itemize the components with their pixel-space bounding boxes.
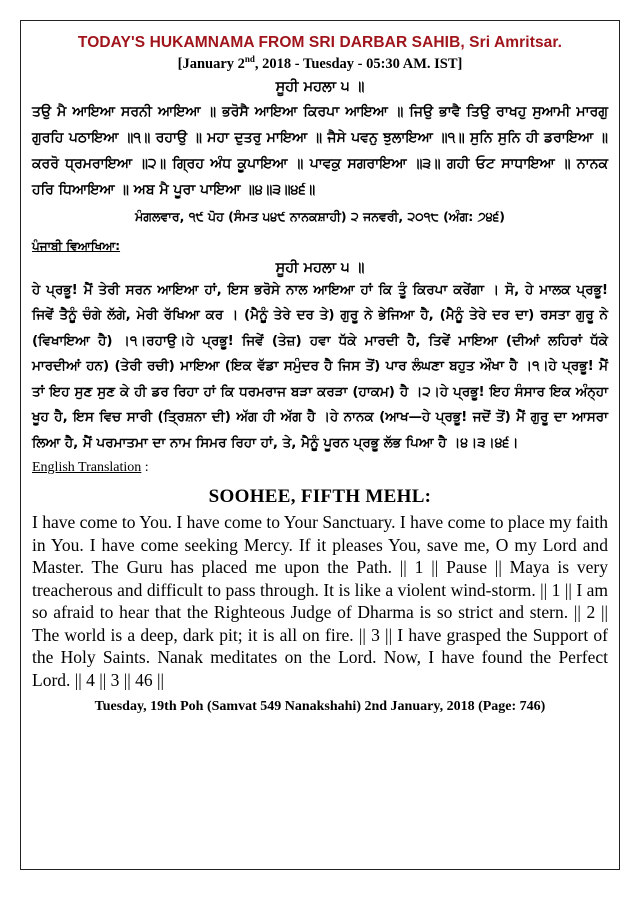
punjabi-explanation-body: ਹੇ ਪ੍ਰਭੂ! ਮੈਂ ਤੇਰੀ ਸਰਨ ਆਇਆ ਹਾਂ, ਇਸ ਭਰੋਸੇ ਨਾਲ ਆਇਆ ਹਾਂ ਕਿ ਤੂੰ ਕਿਰਪਾ ਕਰੇਂਗਾ । ਸੋ, ਹੇ ਮਾਲਕ ਪ੍ਰਭੂ! ਜਿਵੇਂ ਤੈਨੂੰ ਚੰਗੇ ਲੱਗੇ, ਮੇਰੀ ਰੱਖਿਆ ਕਰ । (ਮੈਨੂੰ ਤੇਰੇ ਦਰ ਤੇ) ਗੁਰੂ ਨੇ ਭੇਜਿਆ ਹੈ, (ਮੈਨੂੰ ਤੇਰੇ ਦਰ ਦਾ) ਰਸਤਾ ਗੁਰੂ ਨੇ (ਵਿਖਾਇਆ ਹੈ) ।੧।ਰਹਾਉ।ਹੇ ਪ੍ਰਭੂ! ਜਿਵੇਂ (ਤੇਜ਼) ਹਵਾ ਧੱਕੇ ਮਾਰਦੀ ਹੈ, ਤਿਵੇਂ ਮਾਇਆ (ਦੀਆਂ ਲਹਿਰਾਂ ਧੱਕੇ ਮਾਰਦੀਆਂ ਹਨ) (ਤੇਰੀ ਰਚੀ) ਮਾਇਆ (ਇਕ ਵੱਡਾ ਸਮੁੰਦਰ ਹੈ ਜਿਸ ਤੋਂ) ਪਾਰ ਲੰਘਣਾ ਬਹੁਤ ਔਖਾ ਹੈ ।੧।ਹੇ ਪ੍ਰਭੂ! ਮੈਂ ਤਾਂ ਇਹ ਸੁਣ ਸੁਣ ਕੇ ਹੀ ਡਰ ਰਿਹਾ ਹਾਂ ਕਿ ਧਰਮਰਾਜ ਬੜਾ ਕਰੜਾ (ਹਾਕਮ) ਹੈ ।੨।ਹੇ ਪ੍ਰਭੂ! ਇਹ ਸੰਸਾਰ ਇਕ ਅੰਨ੍ਹਾ ਖੂਹ ਹੈ, ਇਸ ਵਿਚ ਸਾਰੀ (ਤ੍ਰਿਸ਼ਨਾ ਦੀ) ਅੱਗ ਹੀ ਅੱਗ ਹੈ ।ਹੇ ਨਾਨਕ (ਆਖ—ਹੇ ਪ੍ਰਭੂ! ਜਦੋਂ ਤੋਂ) ਮੈਂ ਗੁਰੂ ਦਾ ਆਸਰਾ ਲਿਆ ਹੈ, ਮੈਂ ਪਰਮਾਤਮਾ ਦਾ ਨਾਮ ਸਿਮਰ ਰਿਹਾ ਹਾਂ, ਤੇ, ਮੈਨੂੰ ਪੂਰਨ ਪ੍ਰਭੂ ਲੱਭ ਪਿਆ ਹੈ ।੪।੩।੪੬। — [32, 281, 608, 451]
page-title: TODAY'S HUKAMNAMA FROM SRI DARBAR SAHIB, Sri Amritsar. — [77, 34, 563, 51]
punjabi-heading: ਸੂਹੀ ਮਹਲਾ ੫ ॥ — [275, 259, 365, 276]
english-translation-label — [28, 460, 612, 476]
gurmukhi-heading: ਸੂਹੀ ਮਹਲਾ ੫ ॥ — [275, 78, 365, 95]
english-label-suffix: : — [141, 460, 149, 476]
english-translation-body: I have come to You. I have come to Your Sanctuary. I have come to place my faith in You. I have come seeking Mercy. If it pleases You, save me, O my Lord and Master. The Guru has placed me upon the Path. || 1 || Pause || Maya is very treacherous and difficult to pass through. It is like a violent wind-storm. || 1 || I am so afraid to hear that the Righteous Judge of Dharma is so strict and stern. || 2 || The world is a deep, dark pit; it is all on fire. || 3 || I have grasped the Support of the Holy Saints. Nanak meditates on the Lord. Now, I have found the Perfect Lord. || 4 || 3 || 46 || — [32, 512, 608, 690]
footer-date: Tuesday, 19th Poh (Samvat 549 Nanakshahi) 2nd January, 2018 (Page: 746) — [94, 699, 546, 715]
english-heading: SOOHEE, FIFTH MEHL: — [208, 486, 432, 508]
gurmukhi-date-line: ਮੰਗਲਵਾਰ, ੧੯ ਪੋਹ (ਸੰਮਤ ੫੪੯ ਨਾਨਕਸ਼ਾਹੀ) ੨ ਜਨਵਰੀ, ੨੦੧੮ (ਅੰਗ: ੭੪੬) — [135, 208, 505, 224]
punjabi-explanation-label: ਪੰਜਾਬੀ ਵਿਆਖਿਆ: — [32, 238, 121, 253]
gurmukhi-verse: ਤਉ ਮੈ ਆਇਆ ਸਰਨੀ ਆਇਆ ॥ ਭਰੋਸੈ ਆਇਆ ਕਿਰਪਾ ਆਇਆ ॥ ਜਿਉ ਭਾਵੈ ਤਿਉ ਰਾਖਹੁ ਸੁਆਮੀ ਮਾਰਗੁ ਗੁਰਹਿ ਪਠਾਇਆ ॥੧॥ ਰਹਾਉ ॥ ਮਹਾ ਦੁਤਰੁ ਮਾਇਆ ॥ ਜੈਸੇ ਪਵਨੁ ਝੁਲਾਇਆ ॥੧॥ ਸੁਨਿ ਸੁਨਿ ਹੀ ਡਰਾਇਆ ॥ ਕਰਰੋ ਧ੍ਰਮਰਾਇਆ ॥੨॥ ਗ੍ਰਿਹ ਅੰਧ ਕੂਪਾਇਆ ॥ ਪਾਵਕੁ ਸਗਰਾਇਆ ॥੩॥ ਗਹੀ ਓਟ ਸਾਧਾਇਆ ॥ ਨਾਨਕ ਹਰਿ ਧਿਆਇਆ ॥ ਅਬ ਮੈ ਪੂਰਾ ਪਾਇਆ ॥੪॥੩॥੪੬॥ — [32, 103, 608, 198]
date-prefix: [January 2 — [177, 55, 245, 72]
english-label-text: English Translation — [32, 460, 142, 476]
date-header — [28, 54, 612, 73]
hukamnama-sheet — [28, 26, 612, 715]
date-suffix: , 2018 - Tuesday - 05:30 AM. IST] — [254, 55, 463, 72]
date-ordinal: nd — [244, 54, 255, 64]
